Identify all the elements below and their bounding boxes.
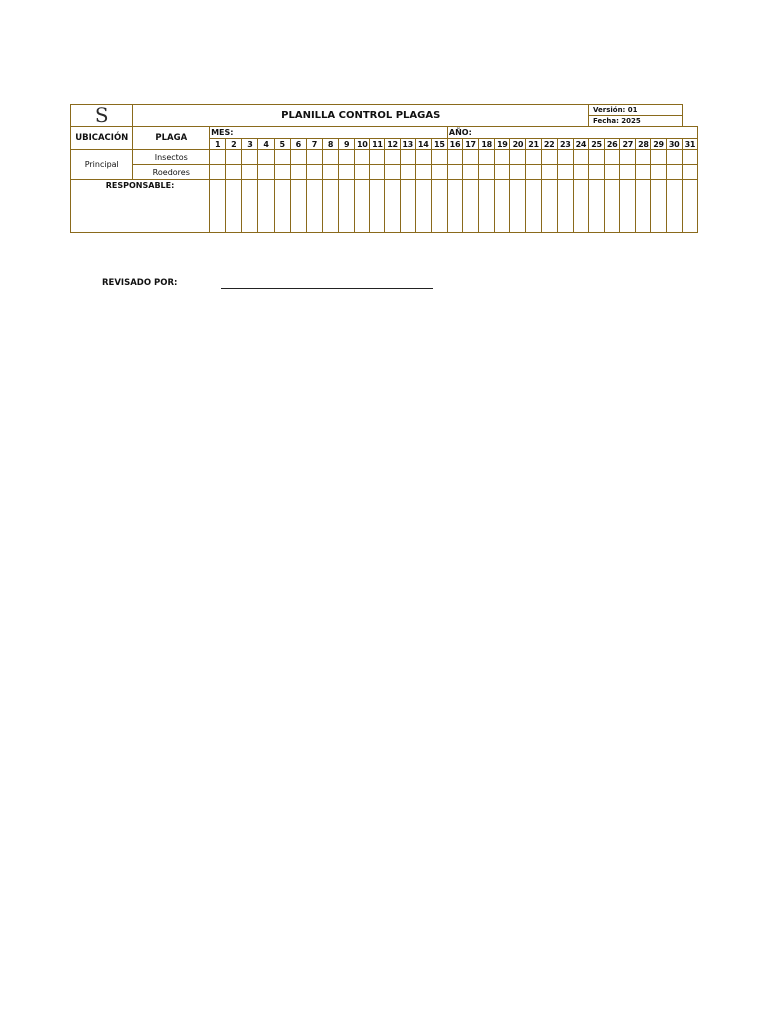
responsible-cell-1[interactable] (210, 180, 226, 233)
check-cell-1-3[interactable] (242, 165, 258, 180)
company-logo-cell (71, 105, 133, 127)
check-cell-1-25[interactable] (588, 165, 604, 180)
check-cell-0-13[interactable] (400, 150, 415, 165)
day-header-13: 13 (400, 139, 415, 150)
check-cell-1-13[interactable] (400, 165, 415, 180)
responsible-cell-11[interactable] (370, 180, 385, 233)
check-cell-0-10[interactable] (355, 150, 370, 165)
responsible-cell-26[interactable] (605, 180, 620, 233)
day-header-14: 14 (415, 139, 431, 150)
check-cell-1-7[interactable] (306, 165, 322, 180)
day-header-17: 17 (463, 139, 479, 150)
responsible-cell-22[interactable] (541, 180, 557, 233)
check-cell-1-2[interactable] (226, 165, 242, 180)
check-cell-0-8[interactable] (322, 150, 338, 165)
responsible-cell-18[interactable] (479, 180, 495, 233)
day-header-3: 3 (242, 139, 258, 150)
reviewed-by-label: REVISADO POR: (102, 278, 178, 288)
location-principal: Principal (71, 150, 133, 180)
pest-control-sheet (70, 104, 698, 238)
responsible-cell-9[interactable] (339, 180, 355, 233)
check-cell-1-21[interactable] (526, 165, 541, 180)
day-header-19: 19 (495, 139, 510, 150)
responsible-cell-2[interactable] (226, 180, 242, 233)
responsible-cell-19[interactable] (495, 180, 510, 233)
check-cell-1-17[interactable] (463, 165, 479, 180)
check-cell-0-15[interactable] (431, 150, 447, 165)
check-cell-1-31[interactable] (682, 165, 697, 180)
check-cell-0-18[interactable] (479, 150, 495, 165)
check-cell-0-14[interactable] (415, 150, 431, 165)
check-cell-1-4[interactable] (258, 165, 274, 180)
check-cell-0-23[interactable] (557, 150, 573, 165)
day-header-21: 21 (526, 139, 541, 150)
day-header-4: 4 (258, 139, 274, 150)
check-cell-1-8[interactable] (322, 165, 338, 180)
responsible-cell-30[interactable] (666, 180, 682, 233)
year-field[interactable]: AÑO: (447, 127, 697, 139)
day-header-28: 28 (636, 139, 651, 150)
reviewed-by-signature-line[interactable] (221, 288, 433, 289)
responsible-cell-28[interactable] (636, 180, 651, 233)
day-header-20: 20 (510, 139, 526, 150)
check-cell-1-16[interactable] (447, 165, 462, 180)
check-cell-0-19[interactable] (495, 150, 510, 165)
responsible-cell-10[interactable] (355, 180, 370, 233)
check-cell-0-3[interactable] (242, 150, 258, 165)
responsible-cell-16[interactable] (447, 180, 462, 233)
responsible-cell-23[interactable] (557, 180, 573, 233)
check-cell-0-5[interactable] (274, 150, 290, 165)
day-header-18: 18 (479, 139, 495, 150)
check-cell-1-24[interactable] (573, 165, 588, 180)
responsible-cell-13[interactable] (400, 180, 415, 233)
pest-header: PLAGA (133, 127, 210, 150)
check-cell-1-30[interactable] (666, 165, 682, 180)
check-cell-1-12[interactable] (385, 165, 400, 180)
day-header-8: 8 (322, 139, 338, 150)
check-cell-1-15[interactable] (431, 165, 447, 180)
check-cell-0-12[interactable] (385, 150, 400, 165)
company-logo (94, 104, 109, 127)
responsible-cell-25[interactable] (588, 180, 604, 233)
version-label: Versión: 01 (588, 105, 682, 116)
day-header-11: 11 (370, 139, 385, 150)
responsible-cell-31[interactable] (682, 180, 697, 233)
month-field[interactable]: MES: (210, 127, 448, 139)
responsible-cell-24[interactable] (573, 180, 588, 233)
check-cell-0-16[interactable] (447, 150, 462, 165)
day-header-6: 6 (290, 139, 306, 150)
day-header-7: 7 (306, 139, 322, 150)
check-cell-1-20[interactable] (510, 165, 526, 180)
check-cell-0-26[interactable] (605, 150, 620, 165)
check-cell-0-24[interactable] (573, 150, 588, 165)
check-cell-1-19[interactable] (495, 165, 510, 180)
check-cell-0-30[interactable] (666, 150, 682, 165)
responsible-cell-14[interactable] (415, 180, 431, 233)
day-header-1: 1 (210, 139, 226, 150)
check-cell-1-18[interactable] (479, 165, 495, 180)
day-header-5: 5 (274, 139, 290, 150)
check-cell-1-27[interactable] (620, 165, 636, 180)
check-cell-0-2[interactable] (226, 150, 242, 165)
check-cell-0-22[interactable] (541, 150, 557, 165)
responsible-cell-15[interactable] (431, 180, 447, 233)
responsible-cell-7[interactable] (306, 180, 322, 233)
check-cell-1-29[interactable] (651, 165, 666, 180)
day-header-30: 30 (666, 139, 682, 150)
day-header-29: 29 (651, 139, 666, 150)
check-cell-0-27[interactable] (620, 150, 636, 165)
check-cell-0-11[interactable] (370, 150, 385, 165)
pest-insects: Insectos (133, 150, 210, 165)
day-header-16: 16 (447, 139, 462, 150)
day-header-23: 23 (557, 139, 573, 150)
day-header-9: 9 (339, 139, 355, 150)
day-header-10: 10 (355, 139, 370, 150)
day-header-25: 25 (588, 139, 604, 150)
day-header-12: 12 (385, 139, 400, 150)
responsible-label: RESPONSABLE: (71, 180, 210, 233)
check-cell-0-21[interactable] (526, 150, 541, 165)
check-cell-0-7[interactable] (306, 150, 322, 165)
responsible-cell-29[interactable] (651, 180, 666, 233)
responsible-cell-6[interactable] (290, 180, 306, 233)
day-header-24: 24 (573, 139, 588, 150)
date-label: Fecha: 2025 (588, 116, 682, 127)
check-cell-1-5[interactable] (274, 165, 290, 180)
check-cell-1-10[interactable] (355, 165, 370, 180)
check-cell-1-6[interactable] (290, 165, 306, 180)
check-cell-1-9[interactable] (339, 165, 355, 180)
check-cell-0-20[interactable] (510, 150, 526, 165)
location-header: UBICACIÓN (71, 127, 133, 150)
responsible-cell-3[interactable] (242, 180, 258, 233)
day-header-31: 31 (682, 139, 697, 150)
check-cell-1-1[interactable] (210, 165, 226, 180)
check-cell-1-28[interactable] (636, 165, 651, 180)
logo-letter: S (94, 104, 109, 127)
responsible-cell-5[interactable] (274, 180, 290, 233)
check-cell-0-17[interactable] (463, 150, 479, 165)
responsible-cell-20[interactable] (510, 180, 526, 233)
responsible-cell-8[interactable] (322, 180, 338, 233)
check-cell-0-4[interactable] (258, 150, 274, 165)
check-cell-1-14[interactable] (415, 165, 431, 180)
responsible-cell-12[interactable] (385, 180, 400, 233)
sheet-title: PLANILLA CONTROL PLAGAS (133, 105, 588, 127)
check-cell-0-29[interactable] (651, 150, 666, 165)
check-cell-0-25[interactable] (588, 150, 604, 165)
check-cell-1-22[interactable] (541, 165, 557, 180)
check-cell-1-11[interactable] (370, 165, 385, 180)
day-header-2: 2 (226, 139, 242, 150)
responsible-cell-27[interactable] (620, 180, 636, 233)
day-header-27: 27 (620, 139, 636, 150)
check-cell-1-26[interactable] (605, 165, 620, 180)
check-cell-0-31[interactable] (682, 150, 697, 165)
check-cell-1-23[interactable] (557, 165, 573, 180)
day-header-15: 15 (431, 139, 447, 150)
check-cell-0-28[interactable] (636, 150, 651, 165)
pest-control-table (70, 104, 698, 233)
check-cell-0-1[interactable] (210, 150, 226, 165)
responsible-cell-21[interactable] (526, 180, 541, 233)
day-header-26: 26 (605, 139, 620, 150)
pest-rodents: Roedores (133, 165, 210, 180)
responsible-cell-17[interactable] (463, 180, 479, 233)
check-cell-0-6[interactable] (290, 150, 306, 165)
check-cell-0-9[interactable] (339, 150, 355, 165)
responsible-cell-4[interactable] (258, 180, 274, 233)
day-header-22: 22 (541, 139, 557, 150)
